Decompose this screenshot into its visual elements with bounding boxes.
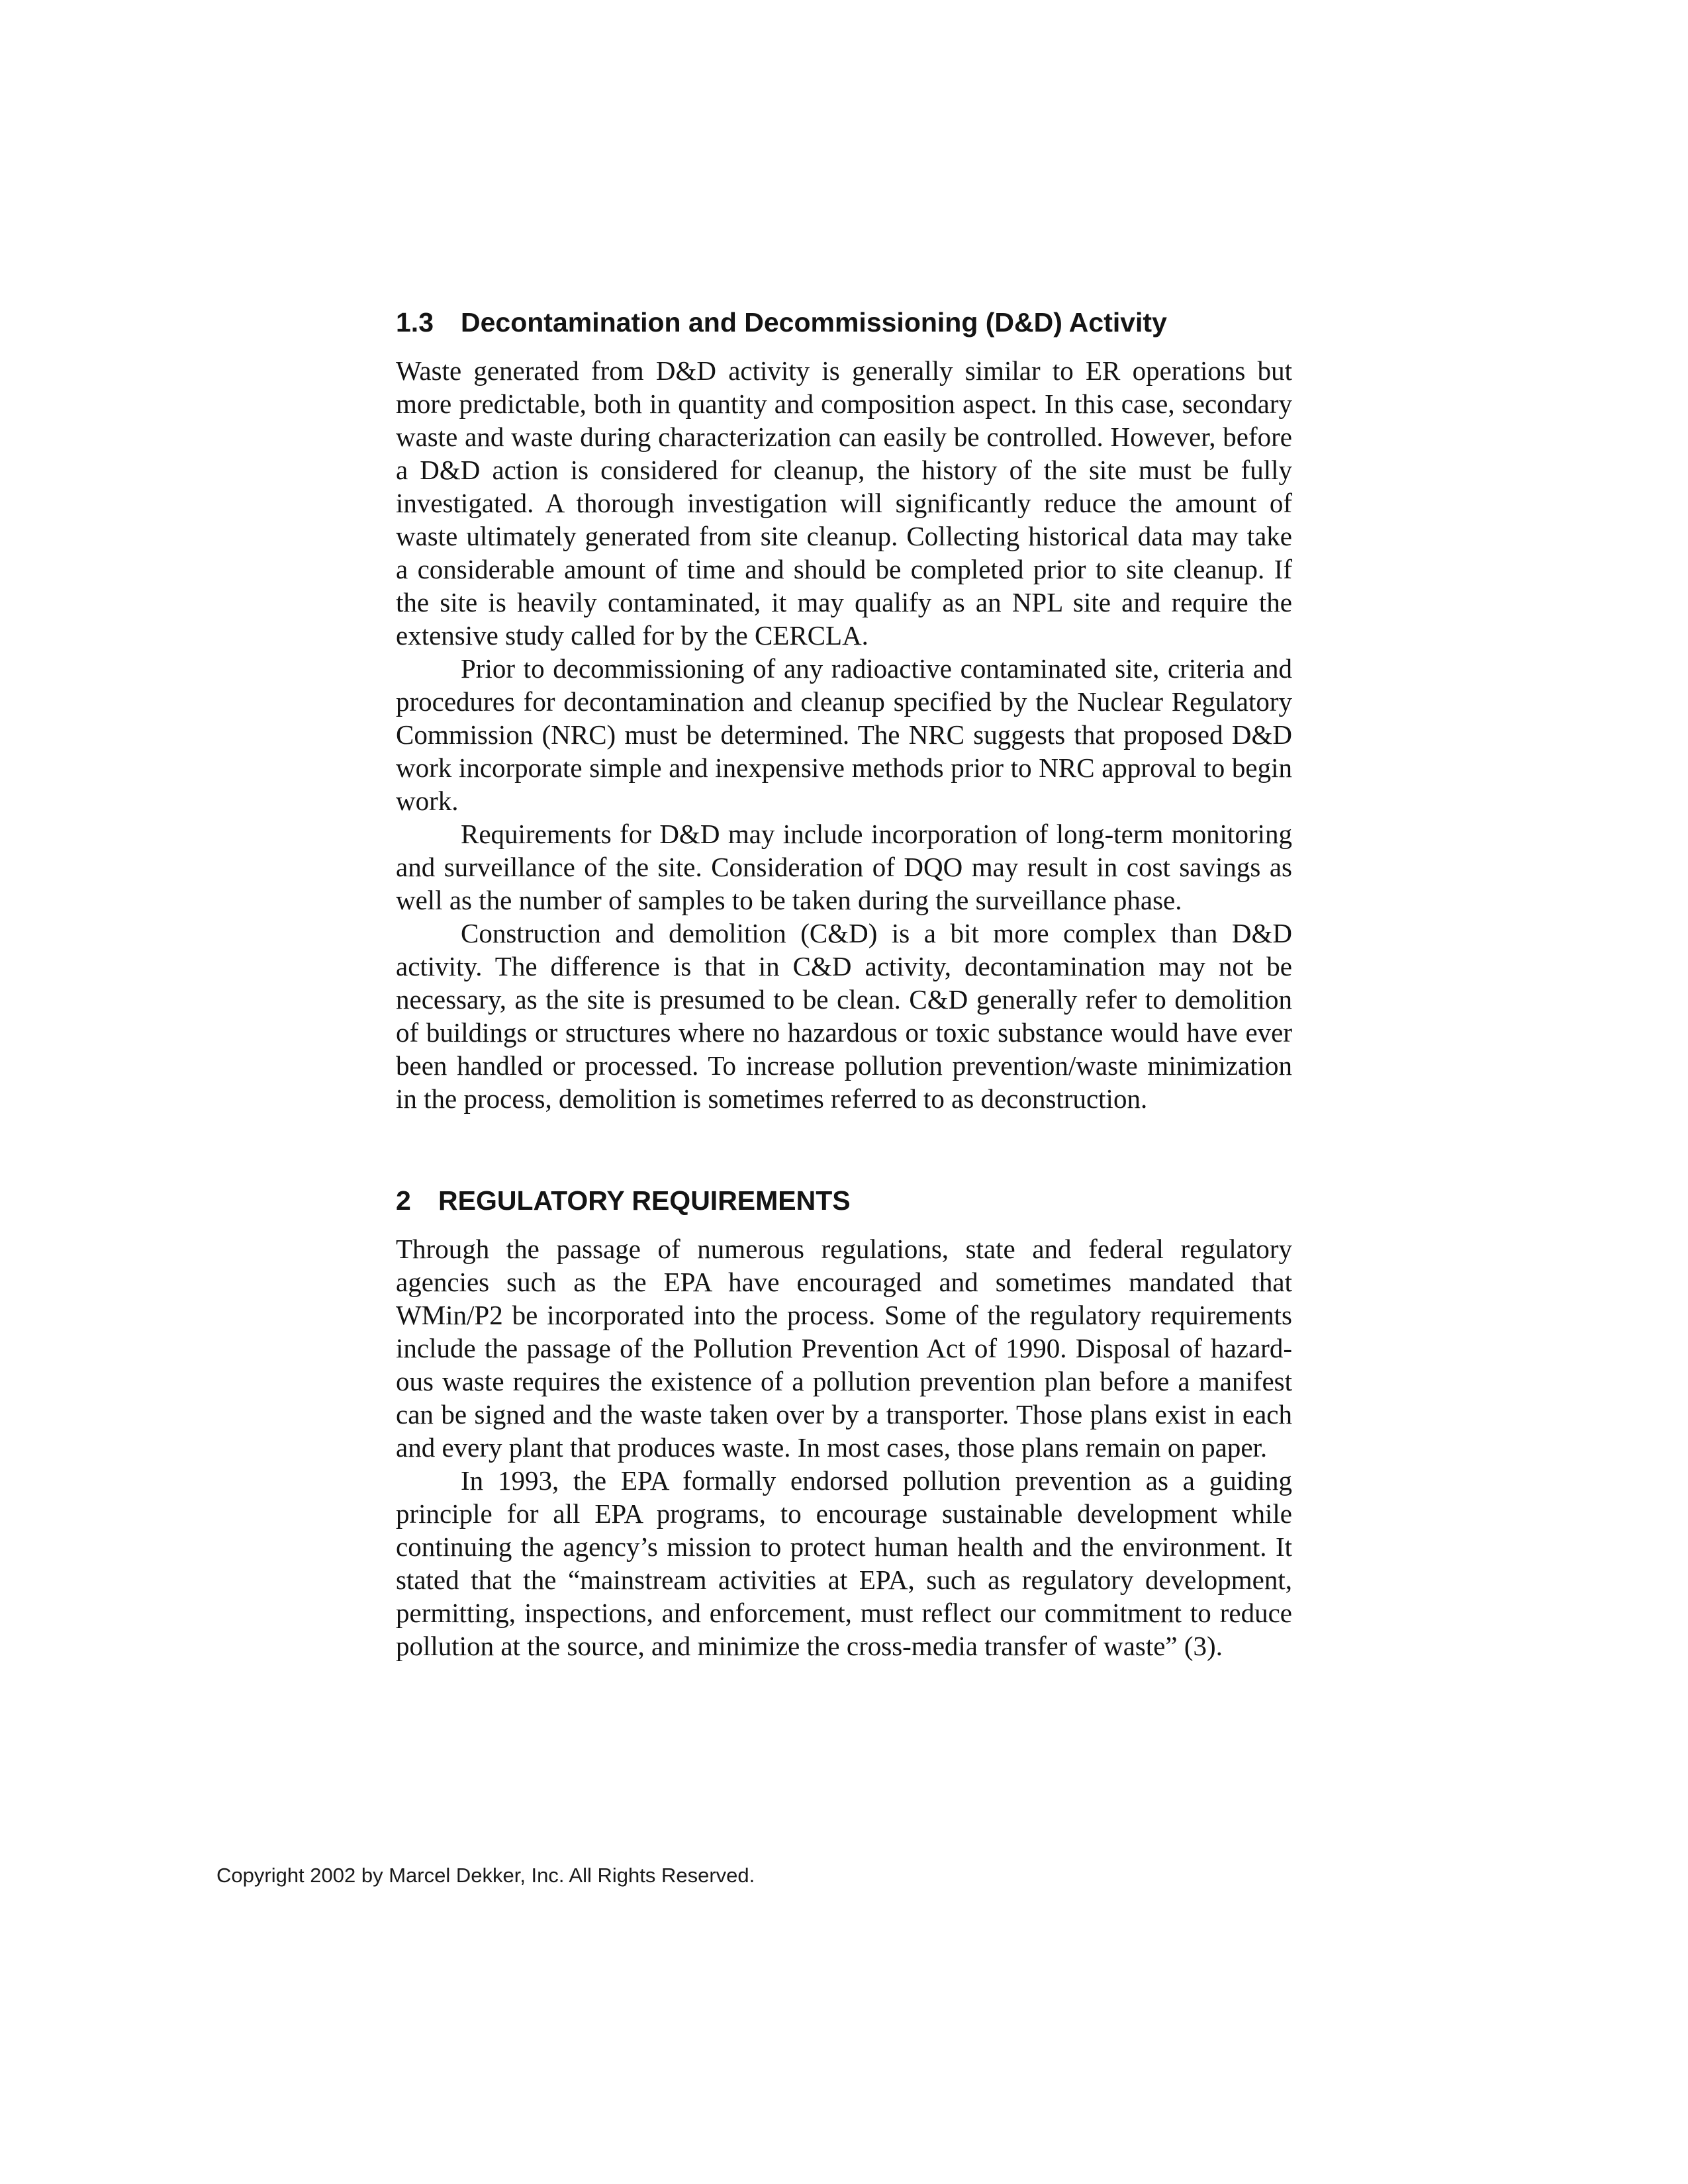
section-number: 1.3 xyxy=(396,307,434,338)
paragraph: Prior to decommissioning of any radioactive contaminated site, criteria and procedures for decontamination and cleanup specified by the Nuclear Regulatory Commission (NRC) must be determined. The NRC suggests that proposed D&D work incorporate simple and inexpensive methods prior to NRC approval to begin work. xyxy=(396,653,1292,816)
paragraph: Construction and demolition (C&D) is a bit more complex than D&D activity. The difference is that in C&D activity, decontamination may not be necessary, as the site is presumed to be clean. C&D generally refer to demolition of buildings or structures where no hazardous or toxic substance would have ever been handled or processed. To increase pollution prevention/waste minimization in the process, demolition is sometimes referred to as deconstruction. xyxy=(396,918,1292,1114)
paragraph: Through the passage of numerous regulations, state and federal regulatory agencies such as the EPA have encouraged and sometimes mandated that WMin/P2 be incorporated into the process. Some of the regulatory requirements include the passage of the Pollution Prevention Act of 1990. Disposal of hazardous waste requires the existence of a pollution prevention plan before a manifest can be signed and the waste taken over by a transporter. Those plans exist in each and every plant that produces waste. In most cases, those plans remain on paper. xyxy=(396,1234,1292,1463)
section-title: REGULATORY REQUIREMENTS xyxy=(438,1185,851,1216)
section-number: 2 xyxy=(396,1185,411,1216)
paragraph: In 1993, the EPA formally endorsed pollution prevention as a guiding principle for all EPA programs, to encourage sustainable development while continuing the agency’s mission to protect human health and the environment. It stated that the “mainstream activities at EPA, such as regulatory development, permitting, inspections, and enforcement, must reflect our commitment to reduce pollution at the source, and minimize the cross-media transfer of waste” (3). xyxy=(396,1465,1292,1661)
section-title: Decontamination and Decommissioning (D&D) Activity xyxy=(461,307,1167,338)
copyright-notice: Copyright 2002 by Marcel Dekker, Inc. All Rights Reserved. xyxy=(216,1864,755,1887)
section-1-3-body xyxy=(396,354,1292,1115)
section-heading-1-3 xyxy=(396,306,1167,339)
section-2-body xyxy=(396,1232,1292,1662)
paragraph: Requirements for D&D may include incorporation of long-term monitoring and surveillance of the site. Consideration of DQO may result in cost savings as well as the number of samples to be taken during the surveillance phase. xyxy=(396,819,1292,915)
paragraph: Waste generated from D&D activity is generally similar to ER operations but more predictable, both in quantity and composition aspect. In this case, secondary waste and waste during characterization can easily be controlled. However, before a D&D action is considered for cleanup, the history of the site must be fully investigated. A thorough investigation will significantly reduce the amount of waste ultimately generated from site cleanup. Collecting historical data may take a considerable amount of time and should be completed prior to site cleanup. If the site is heavily contaminated, it may qualify as an NPL site and require the extensive study called for by the CERCLA. xyxy=(396,355,1292,651)
section-heading-2 xyxy=(396,1184,851,1217)
